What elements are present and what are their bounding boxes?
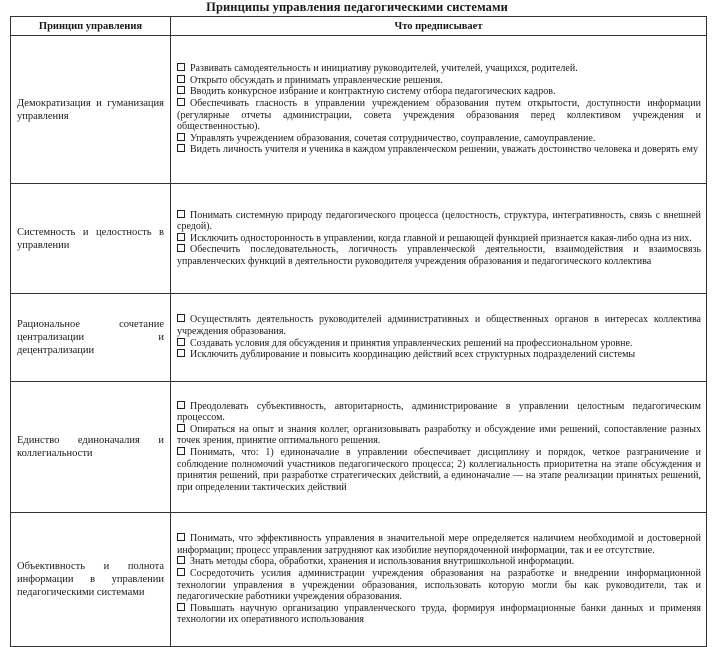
list-item: Понимать, что эффективность управления в значительной мере определяется наличием необходимой и достоверной информации; процесс управления затрудняют как изобилие неупорядоченной информации, так и ее отсутствие. [177,533,701,556]
list-item: Управлять учреждением образования, сочетая сотрудничество, соуправление, самоуправление. [177,133,701,145]
checkbox-bullet-icon [177,86,185,94]
header-prescription: Что предписывает [171,17,707,36]
checkbox-bullet-icon [177,424,185,432]
list-item: Видеть личность учителя и ученика в каждом управленческом решении, уважать достоинство человека и доверять ему [177,144,701,156]
list-item: Сосредоточить усилия администрации учреждения образования на разработке и внедрении информационной технологии управления в учреждении образования, использовать которую могли бы как руководители, так и педагогические работники учреждения образования. [177,567,701,603]
checkbox-bullet-icon [177,533,185,541]
list-item: Исключить дублирование и повысить координацию действий всех структурных подразделений системы [177,349,701,361]
checkbox-bullet-icon [177,314,185,322]
prescription-cell [171,184,707,294]
checkbox-bullet-icon [177,98,185,106]
list-item: Повышать научную организацию управленческого труда, формируя информационные банки данных и применяя технологии их оперативного использования [177,602,701,626]
checkbox-bullet-icon [177,133,185,141]
checkbox-bullet-icon [177,568,185,576]
checkbox-bullet-icon [177,75,185,83]
list-item: Преодолевать субъективность, авторитарность, администрирование в управлении целостным педагогическим процессом. [177,400,701,424]
list-item: Понимать, что: 1) единоначалие в управлении обеспечивает дисциплину и порядок, четкое разграничение и соблюдение полномочий участников педагогического процесса; 2) коллегиальность приоритетна на этапе обсуждения и принятия решений, при разработке стратегических действий, а единоначалие — на этапе реализации принятых решений, при определении тактических действий [177,447,701,493]
principle-cell: Демократизация и гуманизация управления [11,36,171,184]
prescription-cell [171,36,707,184]
prescription-cell [171,294,707,382]
list-item: Осуществлять деятельность руководителей административных и общественных органов в интересах коллектива учреждения образования. [177,314,701,337]
list-item: Обеспечить последовательность, логичность управленческой деятельности, взаимодействия и взаимосвязь управленческих функций в деятельности руководителя учреждения образования и педагогического коллектива [177,244,701,267]
checkbox-bullet-icon [177,244,185,252]
principles-table [10,16,707,647]
prescription-cell [171,382,707,513]
prescription-cell [171,513,707,647]
table-row [11,382,707,513]
principle-cell: Рациональное сочетание централизации и децентрализации [11,294,171,382]
list-item: Создавать условия для обсуждения и принятия управленческих решений на профессиональном уровне. [177,338,701,350]
list-item: Опираться на опыт и знания коллег, организовывать разработку и обсуждение ими решений, сопоставление разных точек зрения, принятие оптимального решения. [177,423,701,447]
checkbox-bullet-icon [177,338,185,346]
checkbox-bullet-icon [177,401,185,409]
list-item: Вводить конкурсное избрание и контрактную систему отбора педагогических кадров. [177,86,701,98]
list-item: Знать методы сбора, обработки, хранения и использования внутришкольной информации. [177,556,701,568]
table-title: Принципы управления педагогическими системами [206,0,508,14]
checkbox-bullet-icon [177,233,185,241]
header-row [11,17,707,36]
principle-cell: Системность и целостность в управлении [11,184,171,294]
checkbox-bullet-icon [177,603,185,611]
principle-cell: Единство единоначалия и коллегиальности [11,382,171,513]
checkbox-bullet-icon [177,144,185,152]
principle-cell: Объективность и полнота информации в управлении педагогическими системами [11,513,171,647]
checkbox-bullet-icon [177,63,185,71]
table-row [11,184,707,294]
list-item: Открыто обсуждать и принимать управленческие решения. [177,75,701,87]
checkbox-bullet-icon [177,210,185,218]
list-item: Развивать самодеятельность и инициативу руководителей, учителей, учащихся, родителей. [177,63,701,75]
checkbox-bullet-icon [177,447,185,455]
list-item: Обеспечивать гласность в управлении учреждением образования путем открытости, доступности информации (регулярные отчеты администрации, совета учреждения образования перед коллективом учреждения и общественностью). [177,97,701,133]
checkbox-bullet-icon [177,349,185,357]
checkbox-bullet-icon [177,556,185,564]
table-row [11,513,707,647]
list-item: Понимать системную природу педагогического процесса (целостность, структура, интегративность, связь с внешней средой). [177,209,701,233]
table-row [11,294,707,382]
header-principle: Принцип управления [11,17,171,36]
table-row [11,36,707,184]
list-item: Исключить односторонность в управлении, когда главной и решающей функцией признается какая-либо одна из них. [177,233,701,245]
